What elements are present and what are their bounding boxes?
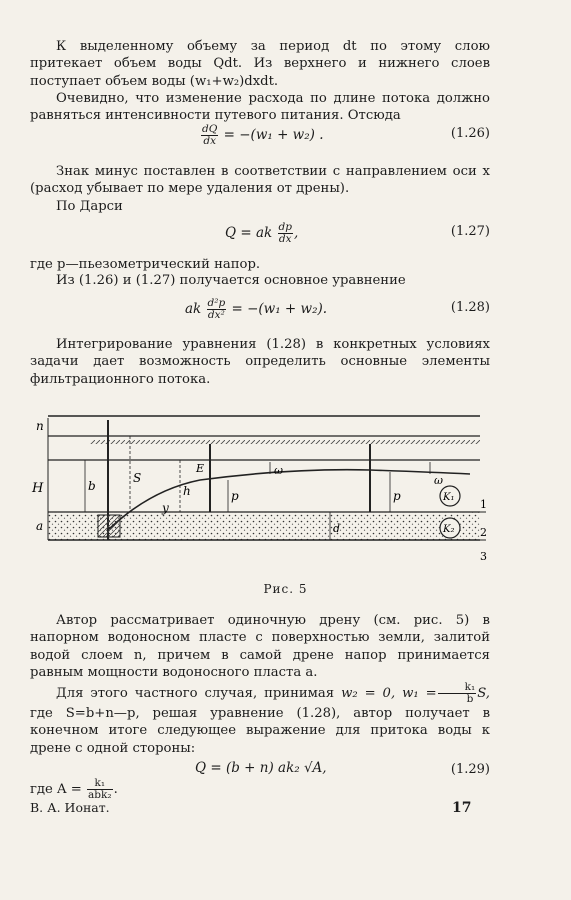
label-b: b xyxy=(88,479,96,493)
paragraph-7: Интегрирование уравнения (1.28) в конкретных условиях задачи дает возможность определить основные элементы фильтрационного потока. xyxy=(30,337,490,387)
label-H: H xyxy=(32,481,44,496)
paragraph-6: Из (1.26) и (1.27) получается основное уравнение xyxy=(56,273,406,288)
label-a: a xyxy=(36,519,44,533)
label-E: E xyxy=(196,462,205,475)
label-S: S xyxy=(133,471,142,485)
label-y: y xyxy=(162,501,169,515)
paragraph-4: По Дарси xyxy=(56,199,123,214)
paragraph-9: Для этого частного случая, принимая w₂ = 0, w₁ = $\frac{\text{k₁}}{b}$ S, где S=b+n—p, решая уравнение (1.28), автор получает в конечном итоге следующее выражение для притока воды к дрене с одной стороны: xyxy=(30,681,490,756)
figure-5-drain-diagram xyxy=(30,400,500,570)
equation-1-26: $\frac{dQ}{dx}$ = −(w₁ + w₂) . (1.26) xyxy=(202,123,490,147)
equation-1-27: Q = ak $\frac{dp}{dx}$ , (1.27) xyxy=(225,221,490,245)
label-d: d xyxy=(333,522,341,535)
footer-author: В. А. Ионат. xyxy=(30,800,110,815)
equation-number: (1.29) xyxy=(450,762,490,777)
equation-1-29: Q = (b + n) ak₂ √A, (1.29) xyxy=(195,760,490,777)
label-p-1: p xyxy=(231,489,239,503)
paragraph-5: где p—пьезометрический напор. xyxy=(30,257,261,272)
label-layer-1: 1 xyxy=(480,498,487,511)
equation-number: (1.27) xyxy=(450,224,490,239)
paragraph-8: Автор рассматривает одиночную дрену (см. рис. 5) в напорном водоносном пласте с поверхностью земли, залитой водой слоем n, причем в самой дрене напор принимается равным мощности водоносного пласта a. xyxy=(30,613,490,681)
equation-1-28: ak $\frac{\text{d²p}}{\text{dx²}}$ = −(w₁ + w₂). (1.28) xyxy=(185,297,490,321)
paragraph-1: К выделенному объему за период dt по этому слою притекает объем воды Qdt. Из верхнего и нижнего слоев поступает объем воды (w₁+w₂)dxdt. xyxy=(30,39,490,89)
paragraph-3: Знак минус поставлен в соответствии с направлением оси x (расход убывает по мере удаления от дрены). xyxy=(30,164,490,197)
label-layer-3: 3 xyxy=(480,550,487,563)
label-p-2: p xyxy=(393,489,401,503)
paragraph-2: Очевидно, что изменение расхода по длине потока должно равняться интенсивности путевого питания. Отсюда xyxy=(30,91,490,124)
label-layer-2: 2 xyxy=(480,526,487,539)
label-h: h xyxy=(183,484,191,498)
label-K1: K₁ xyxy=(443,492,455,503)
label-K2: K₂ xyxy=(443,524,455,535)
equation-number: (1.26) xyxy=(450,126,490,141)
label-n: n xyxy=(36,419,44,433)
figure-caption: Рис. 5 xyxy=(263,582,308,596)
paragraph-10: где A = $\frac{\text{k₁}}{\text{abk₂}}$ . xyxy=(30,777,118,801)
equation-number: (1.28) xyxy=(450,300,490,315)
page-number: 17 xyxy=(452,800,472,816)
label-omega-2: ω xyxy=(434,474,443,487)
label-omega-1: ω xyxy=(274,464,283,477)
